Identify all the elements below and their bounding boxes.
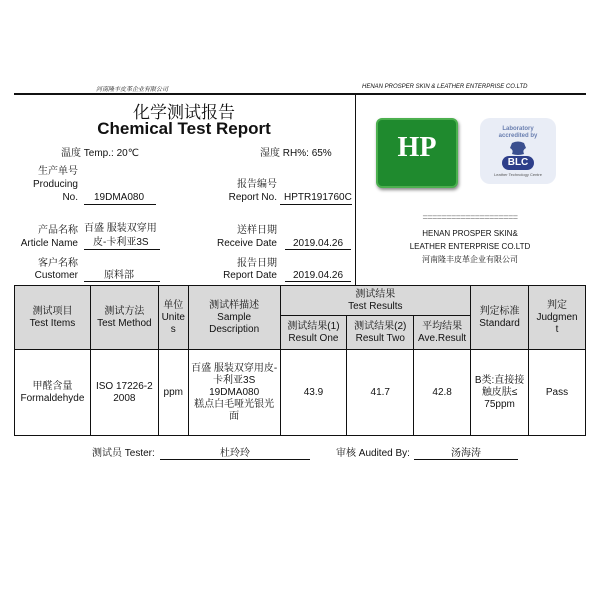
customer-label-cn: 客户名称 (38, 258, 78, 269)
header-result-two-cn: 测试结果(2) (354, 320, 407, 332)
header-ave-result-cn: 平均结果 (422, 320, 463, 332)
cell-judgment: Pass (529, 350, 586, 436)
report-date-underline (285, 281, 351, 282)
header-standard-en: Standard (479, 317, 520, 329)
cell-desc-line3: 19DMA080 (209, 386, 260, 398)
header-test-items-cn: 测试项目 (32, 305, 73, 317)
company-line1: HENAN PROSPER SKIN& (422, 229, 518, 238)
company-name-cn-small: 河南隆丰皮革企业有限公司 (96, 87, 169, 93)
hp-logo-text: HP (397, 132, 437, 163)
cell-result-two: 41.7 (347, 350, 414, 436)
header-test-items (15, 286, 91, 350)
receive-underline (285, 249, 351, 250)
report-no-label-en: Report No. (228, 192, 277, 203)
cell-test-item-en: Formaldehyde (20, 392, 85, 404)
cell-standard-line2: 触皮肤≤ (481, 386, 518, 398)
producing-label-en1: Producing (32, 179, 78, 190)
producing-underline (84, 204, 156, 205)
header-desc-cn: 测试样描述 (209, 299, 260, 311)
company-line2: LEATHER ENTERPRISE CO.LTD (409, 242, 531, 251)
article-value-line1: 百盛 服装双穿用 (84, 223, 157, 234)
report-no-value: HPTR191760C (284, 192, 352, 203)
temperature-label: 温度 Temp.: (61, 148, 114, 159)
header-sample-description (188, 286, 280, 350)
temperature (61, 148, 139, 159)
header-result-two (347, 316, 414, 350)
receive-date-value: 2019.04.26 (293, 238, 344, 249)
cell-method-line2: 2008 (113, 392, 136, 404)
hp-logo (376, 118, 458, 188)
company-line3: 河南隆丰皮革企业有限公司 (422, 255, 518, 264)
company-dashes: ==================== (422, 212, 518, 222)
report-date-label-en: Report Date (223, 270, 277, 281)
report-date-value: 2019.04.26 (293, 270, 344, 281)
header-judgment (529, 286, 586, 350)
header-unit-en1: Unite (161, 311, 185, 323)
header-results-en: Test Results (348, 300, 403, 312)
receive-label-cn: 送样日期 (237, 225, 277, 236)
producing-label-cn: 生产单号 (38, 166, 78, 177)
cell-test-item (15, 350, 91, 436)
header-desc-en2: Description (209, 323, 260, 335)
cell-desc-line2: 卡利亚3S (213, 374, 256, 386)
header-standard (471, 286, 529, 350)
results-table (14, 285, 586, 436)
tester-label: 测试员 Tester: (92, 448, 155, 459)
producing-label-en2: No. (62, 192, 78, 203)
temperature-value: 20℃ (116, 148, 139, 159)
cell-test-method (90, 350, 158, 436)
blc-subtitle: Leather Technology Centre (494, 172, 542, 177)
blc-accreditation-logo (480, 118, 556, 184)
blc-badge (502, 156, 534, 170)
header-result-one (280, 316, 347, 350)
header-test-method-en: Test Method (97, 317, 152, 329)
cell-result-one: 43.9 (280, 350, 347, 436)
header-results-cn: 测试结果 (355, 288, 396, 300)
header-ave-result (414, 316, 471, 350)
top-rule (14, 93, 586, 95)
cell-sample-description (188, 350, 280, 436)
humidity (260, 148, 332, 159)
cell-ave-result: 42.8 (414, 350, 471, 436)
header-test-method-cn: 测试方法 (104, 305, 145, 317)
header-judgment-en2: t (555, 323, 559, 335)
article-label-cn: 产品名称 (38, 225, 78, 236)
header-test-items-en: Test Items (29, 317, 76, 329)
humidity-value: 65% (311, 148, 332, 159)
audit-name: 汤海涛 (451, 448, 481, 459)
cell-standard-line3: 75ppm (484, 398, 515, 410)
header-desc-en1: Sample (217, 311, 252, 323)
header-test-method (90, 286, 158, 350)
cell-desc-line1: 百盛 服装双穿用皮- (191, 362, 278, 374)
customer-label-en: Customer (34, 270, 78, 281)
header-judgment-cn: 判定 (547, 299, 567, 311)
header-unit-cn: 单位 (163, 299, 184, 311)
cell-test-item-cn: 甲醛含量 (32, 380, 73, 392)
customer-underline (84, 281, 160, 282)
header-judgment-en1: Judgmen (536, 311, 578, 323)
cell-method-line1: ISO 17226-2 (95, 380, 153, 392)
article-underline (84, 249, 160, 250)
cell-desc-line5: 面 (229, 410, 240, 422)
humidity-label: 湿度 RH%: (260, 148, 309, 159)
table-row (15, 350, 586, 436)
cell-desc-line4: 糕点白毛哑光银光 (194, 398, 275, 410)
header-result-one-en: Result One (288, 332, 339, 344)
cell-standard (471, 350, 529, 436)
audit-underline (414, 459, 518, 460)
article-label-en: Article Name (20, 238, 78, 249)
header-standard-cn: 判定标准 (479, 305, 520, 317)
audit-label: 审核 Audited By: (336, 448, 410, 459)
header-unit-en2: s (170, 323, 176, 335)
blc-text-accredited: accredited by (498, 133, 538, 139)
table-header-row-1 (15, 286, 586, 316)
report-no-underline (280, 204, 352, 205)
header-unit (158, 286, 188, 350)
tester-underline (160, 459, 310, 460)
receive-label-en: Receive Date (216, 238, 277, 249)
header-divider (355, 93, 356, 285)
blc-text-laboratory: Laboratory (502, 126, 534, 132)
title-cn: 化学测试报告 (133, 103, 235, 123)
article-value-line2: 皮-卡利亚3S (93, 237, 149, 248)
header-ave-result-en: Ave.Result (418, 332, 467, 344)
blc-badge-text: BLC (507, 157, 529, 168)
tester-name: 杜玲玲 (220, 448, 250, 459)
title-en: Chemical Test Report (97, 119, 271, 138)
report-no-label-cn: 报告编号 (237, 179, 277, 190)
header-result-two-en: Result Two (355, 332, 405, 344)
leather-hide-icon (508, 140, 528, 156)
header-result-one-cn: 测试结果(1) (287, 320, 340, 332)
cell-unit: ppm (158, 350, 188, 436)
header-test-results (280, 286, 471, 316)
company-name-en-small: HENAN PROSPER SKIN & LEATHER ENTERPRISE CO.LTD (362, 84, 528, 90)
producing-value: 19DMA080 (94, 192, 145, 203)
report-date-label-cn: 报告日期 (237, 258, 277, 269)
customer-value: 原料部 (104, 270, 134, 281)
cell-standard-line1: B类:直接接 (474, 374, 525, 386)
